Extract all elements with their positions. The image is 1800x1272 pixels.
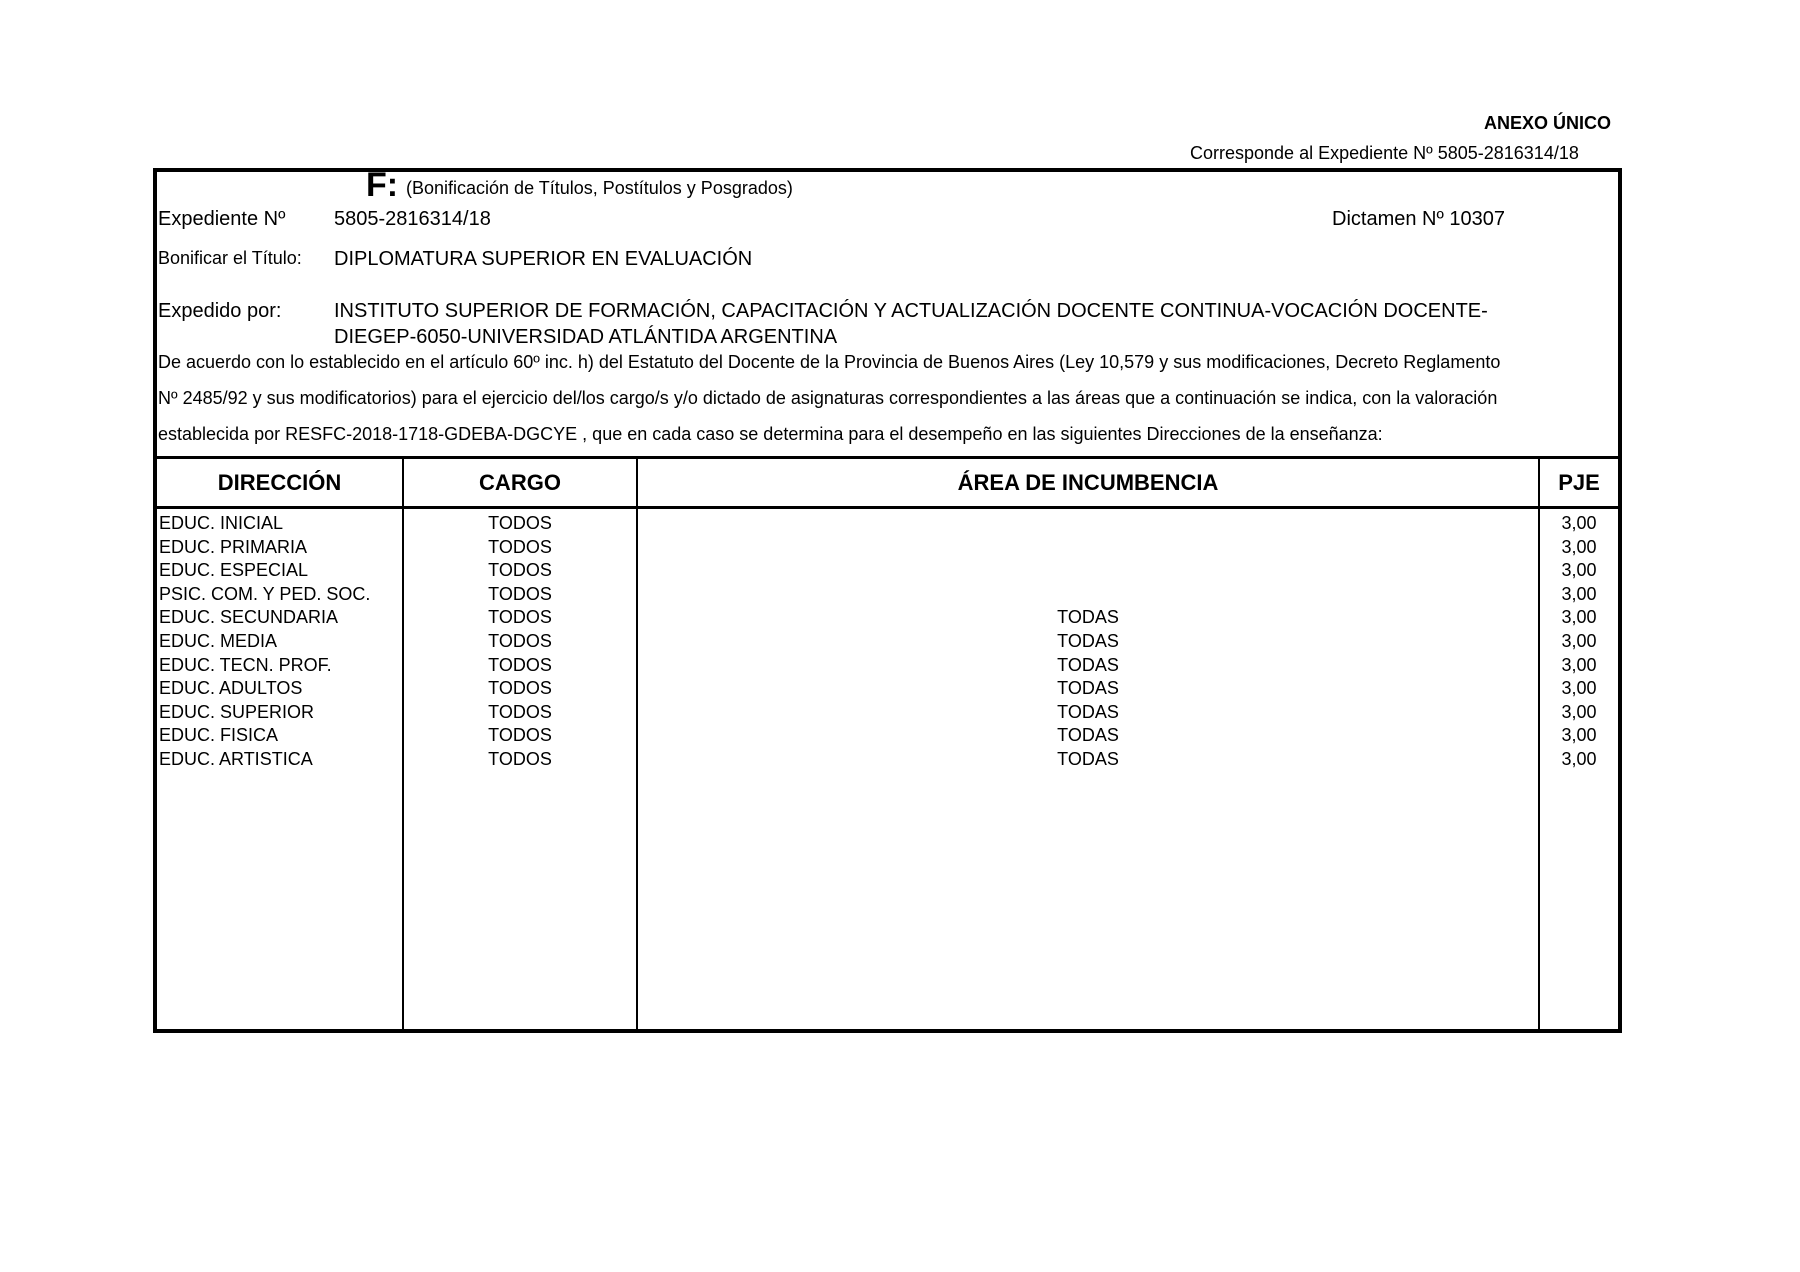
table-row <box>157 512 1620 536</box>
cell-pje: 3,00 <box>1561 630 1597 651</box>
cell-cargo: TODOS <box>488 583 552 604</box>
cell-direccion: EDUC. PRIMARIA <box>159 536 308 557</box>
cell-direccion: EDUC. MEDIA <box>159 630 278 651</box>
form-subtitle: (Bonificación de Títulos, Postítulos y Posgrados) <box>406 178 793 198</box>
paragraph-line: Nº 2485/92 y sus modificatorios) para el ejercicio del/los cargo/s y/o dictado de asignaturas correspondientes a las áreas que a continuación se indica, con la valoración <box>158 388 1498 408</box>
expedido-value-line2: DIEGEP-6050-UNIVERSIDAD ATLÁNTIDA ARGENTINA <box>334 326 838 348</box>
cell-direccion: EDUC. ARTISTICA <box>159 748 313 769</box>
header-cargo: CARGO <box>479 470 561 495</box>
table-header-divider <box>155 506 1620 509</box>
cell-cargo: TODOS <box>488 560 552 581</box>
bonificar-value: DIPLOMATURA SUPERIOR EN EVALUACIÓN <box>334 248 753 270</box>
cell-direccion: EDUC. SUPERIOR <box>159 701 315 722</box>
cell-direccion: EDUC. SECUNDARIA <box>159 607 339 628</box>
cell-area: TODAS <box>1057 654 1119 675</box>
bonificar-label: Bonificar el Título: <box>158 248 302 268</box>
cell-direccion: EDUC. INICIAL <box>159 513 284 533</box>
cell-pje: 3,00 <box>1561 560 1597 581</box>
expediente-reference: Corresponde al Expediente Nº 5805-2816314/18 <box>1190 143 1579 163</box>
cell-cargo: TODOS <box>488 607 552 628</box>
cell-direccion: EDUC. ESPECIAL <box>159 560 309 581</box>
cell-pje: 3,00 <box>1561 513 1597 533</box>
cell-area: TODAS <box>1057 725 1119 746</box>
expediente-label: Expediente Nº <box>158 208 286 230</box>
cell-cargo: TODOS <box>488 654 552 675</box>
table-top-divider <box>155 456 1620 459</box>
cell-pje: 3,00 <box>1561 654 1597 675</box>
table-row <box>157 583 1620 607</box>
table-row <box>157 630 1620 654</box>
table-row <box>157 559 1620 583</box>
table-row <box>157 748 1620 772</box>
cell-direccion: EDUC. ADULTOS <box>159 678 303 699</box>
cell-cargo: TODOS <box>488 630 552 651</box>
expediente-value: 5805-2816314/18 <box>334 208 491 230</box>
cell-cargo: TODOS <box>488 748 552 769</box>
cell-cargo: TODOS <box>488 513 552 533</box>
cell-area: TODAS <box>1057 607 1119 628</box>
cell-pje: 3,00 <box>1561 678 1597 699</box>
table-row <box>157 606 1620 630</box>
annex-title: ANEXO ÚNICO <box>1484 113 1612 133</box>
header-area: ÁREA DE INCUMBENCIA <box>957 470 1219 495</box>
header-direccion: DIRECCIÓN <box>217 470 342 495</box>
cell-pje: 3,00 <box>1561 725 1597 746</box>
cell-direccion: PSIC. COM. Y PED. SOC. <box>159 583 371 604</box>
dictamen-number: Dictamen Nº 10307 <box>1332 208 1505 230</box>
cell-area: TODAS <box>1057 701 1119 722</box>
cell-pje: 3,00 <box>1561 701 1597 722</box>
table-row <box>157 701 1620 725</box>
expedido-label: Expedido por: <box>158 300 282 322</box>
table-body <box>157 512 1620 772</box>
cell-cargo: TODOS <box>488 701 552 722</box>
form-letter: F: <box>366 166 399 204</box>
table-row <box>157 536 1620 560</box>
paragraph-line: De acuerdo con lo establecido en el artículo 60º inc. h) del Estatuto del Docente de la Provincia de Buenos Aires (Ley 10,579 y sus modificaciones, Decreto Reglamento <box>158 352 1501 372</box>
cell-direccion: EDUC. TECN. PROF. <box>159 654 332 675</box>
cell-cargo: TODOS <box>488 678 552 699</box>
cell-pje: 3,00 <box>1561 536 1597 557</box>
table-row <box>157 724 1620 748</box>
table-row <box>157 654 1620 678</box>
cell-pje: 3,00 <box>1561 607 1597 628</box>
table-row <box>157 677 1620 701</box>
cell-area: TODAS <box>1057 678 1119 699</box>
cell-cargo: TODOS <box>488 725 552 746</box>
cell-cargo: TODOS <box>488 536 552 557</box>
expedido-value-line1: INSTITUTO SUPERIOR DE FORMACIÓN, CAPACITACIÓN Y ACTUALIZACIÓN DOCENTE CONTINUA-VOCACIÓN DOCENTE- <box>334 300 1488 322</box>
cell-direccion: EDUC. FISICA <box>159 725 279 746</box>
paragraph-line: establecida por RESFC-2018-1718-GDEBA-DGCYE , que en cada caso se determina para el desempeño en las siguientes Direcciones de la enseñanza: <box>158 424 1383 444</box>
header-pje: PJE <box>1558 470 1600 495</box>
cell-pje: 3,00 <box>1561 583 1597 604</box>
cell-area: TODAS <box>1057 748 1119 769</box>
cell-area: TODAS <box>1057 630 1119 651</box>
cell-pje: 3,00 <box>1561 748 1597 769</box>
